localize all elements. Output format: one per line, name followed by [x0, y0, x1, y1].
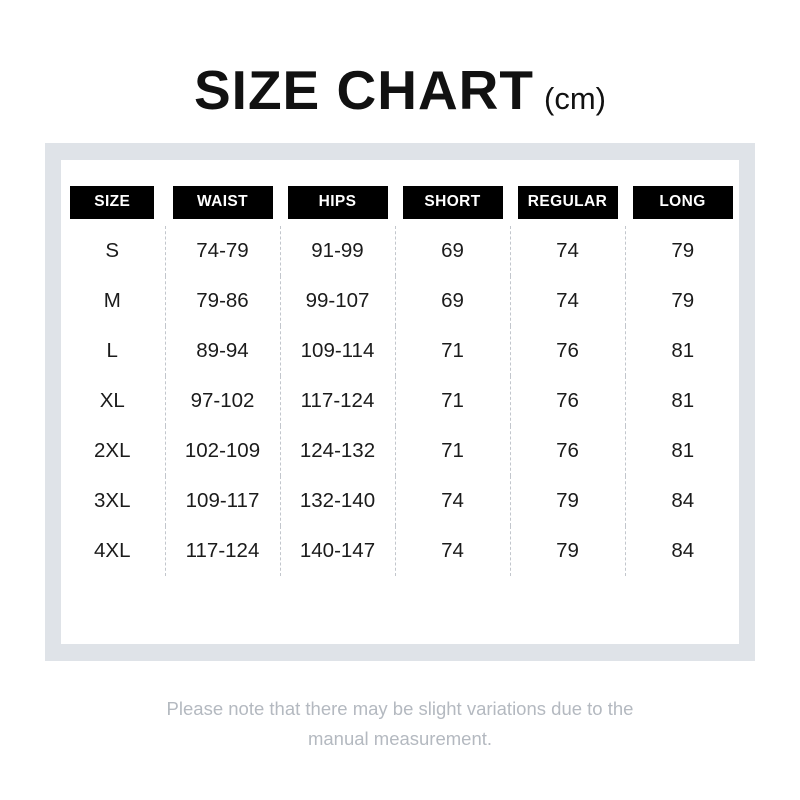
cell-hips: 117-124	[280, 376, 395, 426]
cell-size: 4XL	[60, 526, 165, 576]
cell-long: 81	[671, 439, 695, 462]
table-row	[60, 526, 740, 576]
cell-waist: 89-94	[165, 326, 280, 376]
cell-long: 81	[671, 389, 695, 412]
cell-waist: 117-124	[165, 526, 280, 576]
column-header-label: WAIST	[173, 186, 273, 219]
column-header-short	[395, 178, 510, 226]
column-header-long	[625, 178, 740, 226]
cell-regular: 74	[510, 276, 625, 326]
cell-short: 69	[395, 276, 510, 326]
cell-regular: 76	[510, 376, 625, 426]
cell-short: 74	[395, 526, 510, 576]
table-row	[60, 376, 740, 426]
cell-hips: 99-107	[280, 276, 395, 326]
cell-size: XL	[60, 376, 165, 426]
cell-hips: 140-147	[280, 526, 395, 576]
cell-size: 2XL	[60, 426, 165, 476]
page-title	[0, 58, 800, 122]
column-header-label: SIZE	[70, 186, 154, 219]
table-row	[60, 326, 740, 376]
measurement-note-line-2: manual measurement.	[307, 728, 493, 749]
cell-waist: 97-102	[165, 376, 280, 426]
column-header-label: LONG	[633, 186, 733, 219]
cell-regular: 74	[510, 226, 625, 276]
cell-waist: 109-117	[165, 476, 280, 526]
cell-short: 69	[395, 226, 510, 276]
column-header-hips	[280, 178, 395, 226]
table-row	[60, 476, 740, 526]
size-chart-table	[60, 178, 741, 576]
cell-regular: 79	[510, 476, 625, 526]
column-header-label: REGULAR	[518, 186, 618, 219]
measurement-note	[0, 694, 800, 754]
cell-size: L	[60, 326, 165, 376]
table-row	[60, 426, 740, 476]
cell-long: 81	[671, 339, 695, 362]
cell-waist: 79-86	[165, 276, 280, 326]
column-header-waist	[165, 178, 280, 226]
cell-hips: 124-132	[280, 426, 395, 476]
cell-hips: 109-114	[280, 326, 395, 376]
table-header-row	[60, 178, 740, 226]
page-title-main: SIZE CHART	[194, 59, 534, 121]
cell-short: 71	[395, 426, 510, 476]
cell-hips: 132-140	[280, 476, 395, 526]
cell-short: 71	[395, 326, 510, 376]
table-row	[60, 276, 740, 326]
cell-short: 71	[395, 376, 510, 426]
table-row	[60, 226, 740, 276]
cell-regular: 76	[510, 326, 625, 376]
table-body	[60, 226, 740, 576]
cell-regular: 76	[510, 426, 625, 476]
cell-long: 84	[671, 489, 695, 512]
cell-size: 3XL	[60, 476, 165, 526]
measurement-note-line-1: Please note that there may be slight variations due to the	[166, 698, 634, 719]
cell-long: 79	[671, 289, 695, 312]
cell-size: S	[60, 226, 165, 276]
cell-waist: 74-79	[165, 226, 280, 276]
cell-size: M	[60, 276, 165, 326]
cell-long: 84	[671, 539, 695, 562]
page-title-unit: (cm)	[544, 81, 606, 116]
table-header	[60, 178, 740, 226]
cell-short: 74	[395, 476, 510, 526]
column-header-size	[60, 178, 165, 226]
column-header-label: SHORT	[403, 186, 503, 219]
cell-regular: 79	[510, 526, 625, 576]
cell-long: 79	[671, 239, 695, 262]
column-header-regular	[510, 178, 625, 226]
cell-waist: 102-109	[165, 426, 280, 476]
column-header-label: HIPS	[288, 186, 388, 219]
cell-hips: 91-99	[280, 226, 395, 276]
